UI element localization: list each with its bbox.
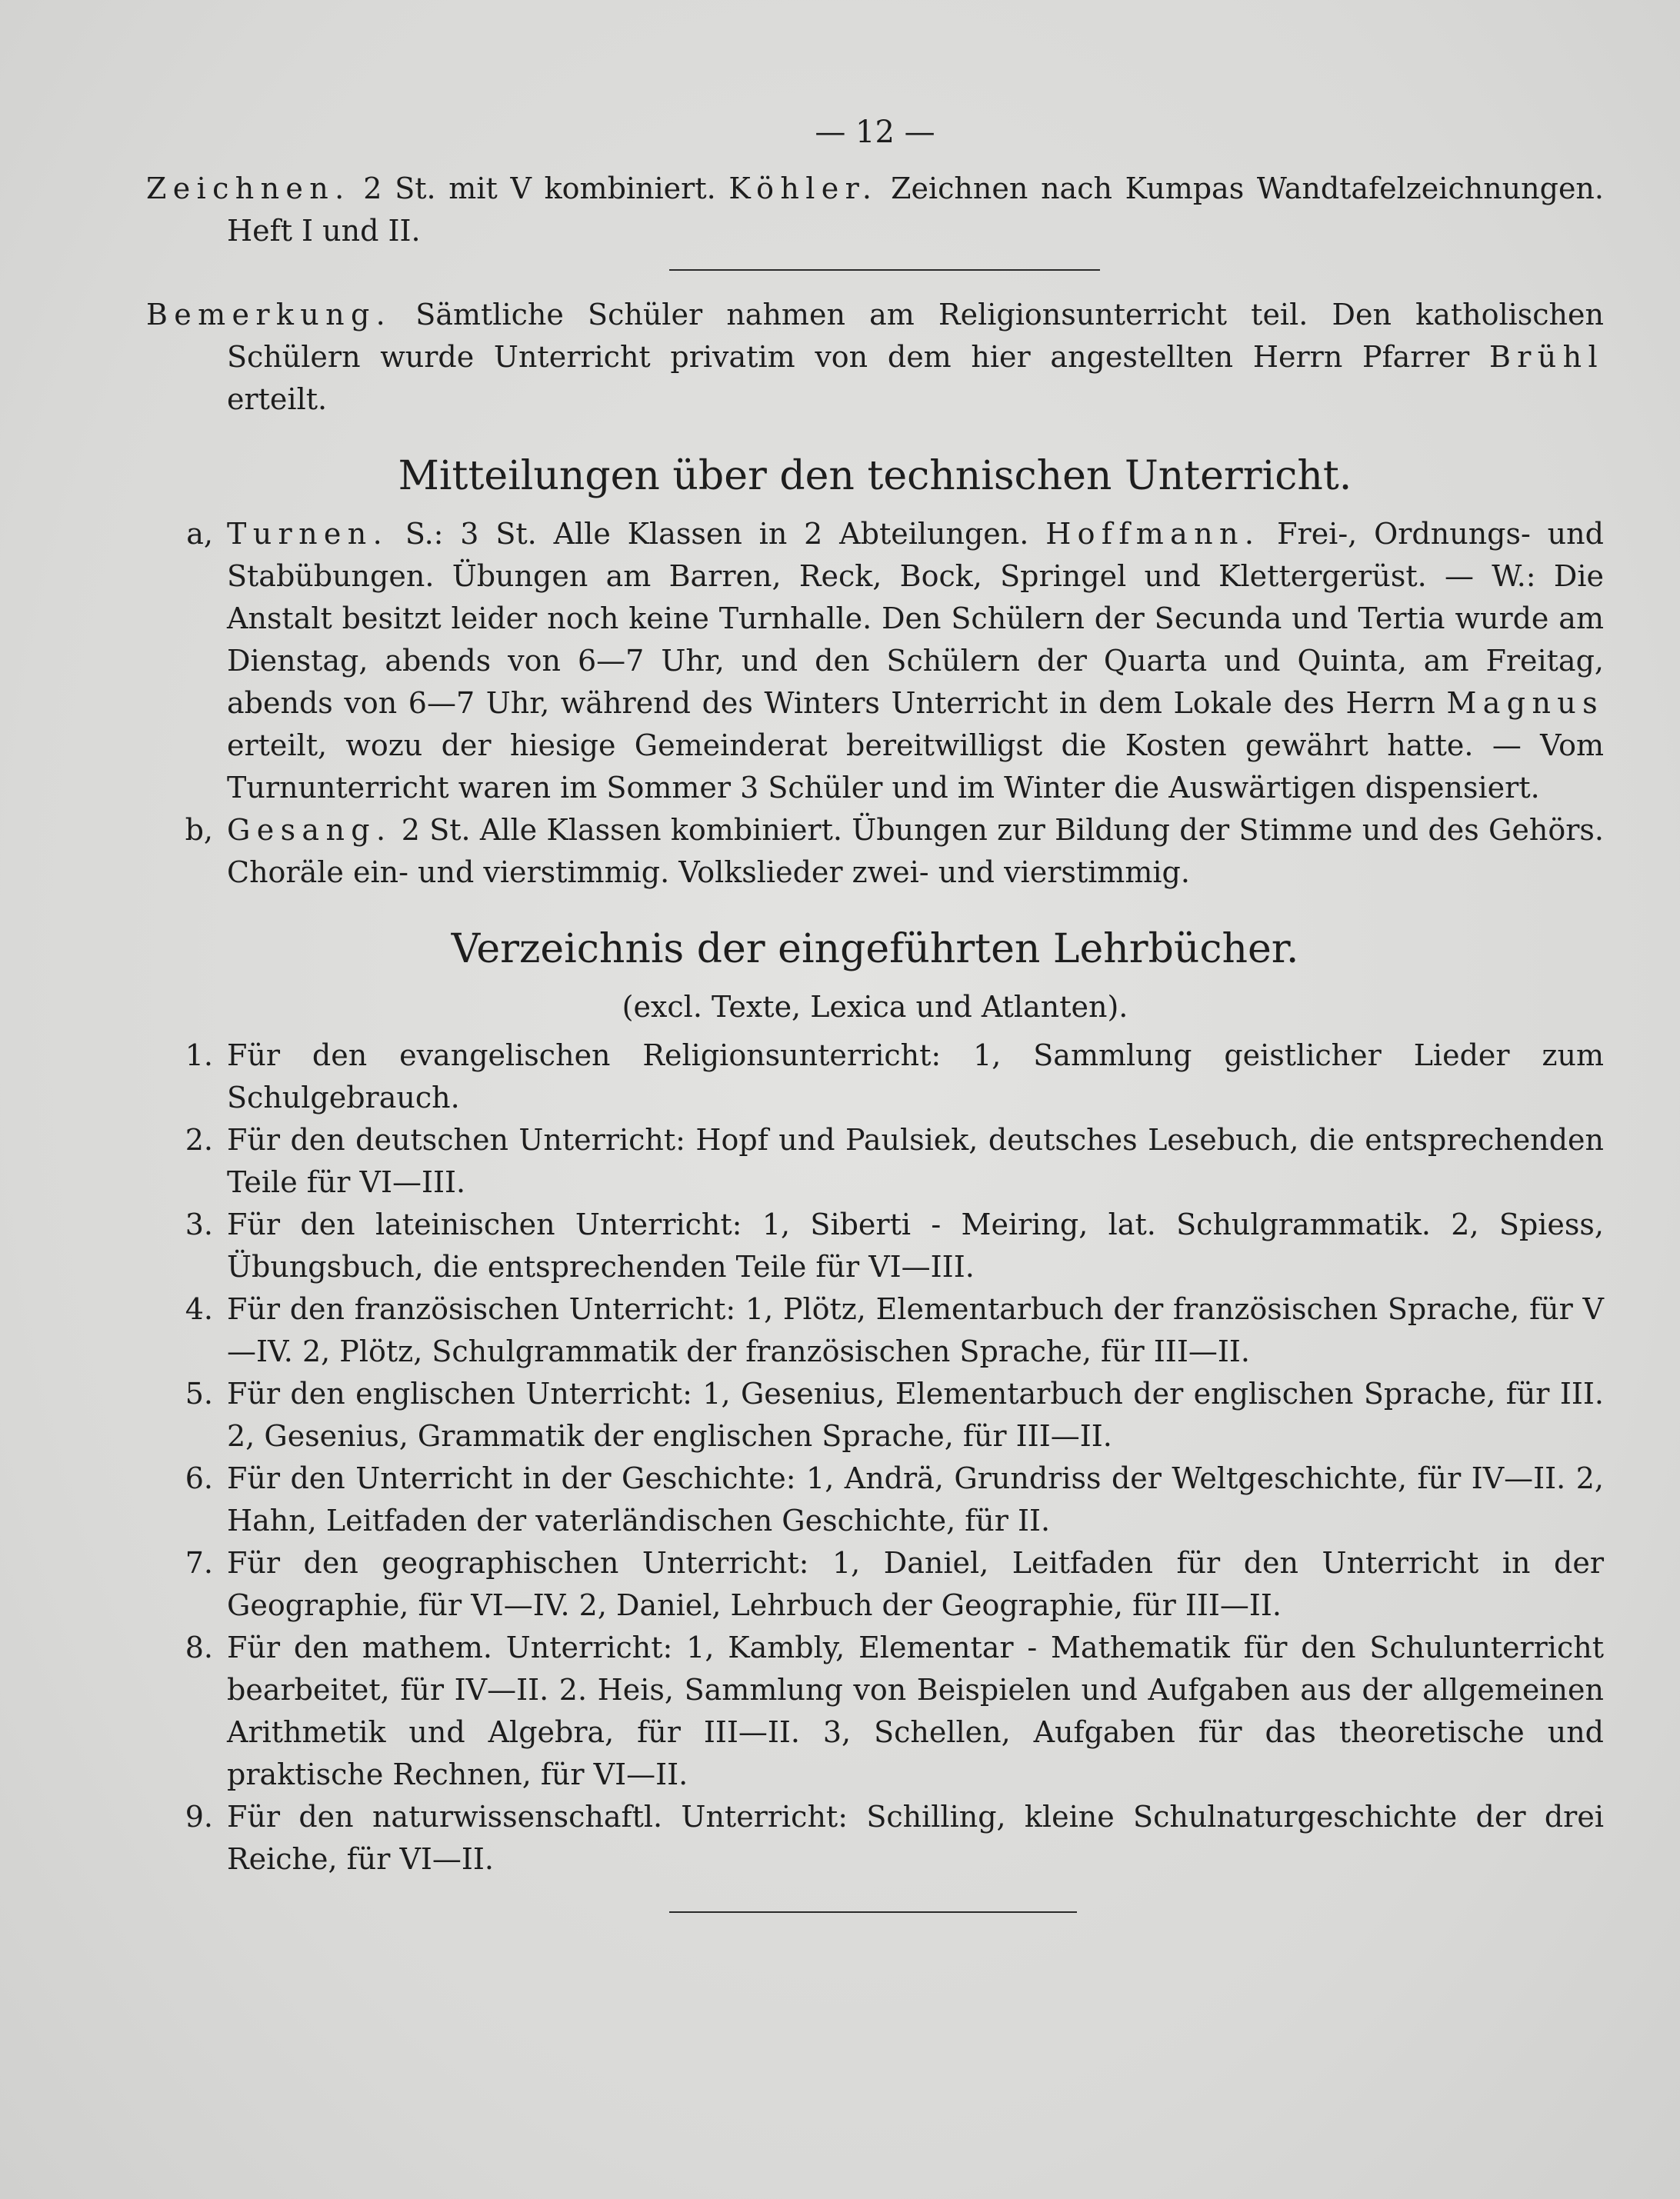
item-text: Für den geographischen Unterricht: 1, Daniel, Leitfaden für den Unterricht in der Geographie, für VI—IV. 2, Daniel, Lehrbuch der Geographie, für III—II. [227,1546,1604,1622]
books-list [146,1035,1604,1881]
item-number: 2. [185,1123,213,1157]
bemerkung-text-b: erteilt. [227,382,328,416]
item-text: Für den deutschen Unterricht: Hopf und Paulsiek, deutsches Lesebuch, die entsprechenden Teile für VI—III. [227,1123,1604,1199]
turnen-teacher: Hoffmann. [1045,517,1261,551]
bemerkung-text-a: Sämtliche Schüler nahmen am Religionsunterricht teil. Den katholischen Schülern wurde Unterricht privatim von dem hier angestellten Herrn Pfarrer [227,298,1604,374]
list-item [146,1119,1604,1204]
turnen-entry [146,513,1604,809]
item-text: Für den lateinischen Unterricht: 1, Siberti - Meiring, lat. Schulgrammatik. 2, Spiess, Übungsbuch, die entsprechenden Teile für VI—III. [227,1208,1604,1284]
item-text: Für den englischen Unterricht: 1, Gesenius, Elementarbuch der englischen Sprache, für III. 2, Gesenius, Grammatik der englischen Sprache, für III—II. [227,1377,1604,1453]
list-item [146,1458,1604,1542]
item-text: Für den naturwissenschaftl. Unterricht: Schilling, kleine Schulnaturgeschichte der drei Reiche, für VI—II. [227,1800,1604,1876]
item-number: 3. [185,1208,213,1241]
list-item [146,1542,1604,1627]
list-item [146,1035,1604,1119]
zeichnen-text-b: Zeichnen nach Kumpas Wandtafelzeichnungen. Heft I und II. [227,172,1604,248]
item-number: 7. [185,1546,213,1580]
page-number: — 12 — [815,115,935,150]
gesang-text: 2 St. Alle Klassen kombiniert. Übungen zur Bildung der Stimme und des Gehörs. Choräle ein- und vierstimmig. Volkslieder zwei- und vierstimmig. [227,813,1604,889]
item-number: 6. [185,1461,213,1495]
books-heading: Verzeichnis der eingeführten Lehrbücher. [451,926,1299,972]
turnen-text-b: Frei-, Ordnungs- und Stabübungen. Übungen am Barren, Reck, Bock, Springel und Klettergerüst. — W.: Die Anstalt besitzt leider noch keine Turnhalle. Den Schülern der Secunda und Tertia wurde am Dienstag, abends von 6—7 Uhr, und den Schülern der Quarta und Quinta, am Freitag, abends von 6—7 Uhr, während des Winters Unterricht in dem Lokale des Herrn [227,517,1604,720]
item-number: 1. [185,1038,213,1072]
list-item [146,1373,1604,1458]
zeichnen-text-a: 2 St. mit V kombiniert. [363,172,716,205]
zeichnen-teacher: Köhler. [728,172,878,205]
list-item [146,1288,1604,1373]
item-number: 4. [185,1292,213,1326]
divider-rule [669,269,1100,271]
item-text: Für den Unterricht in der Geschichte: 1, Andrä, Grundriss der Weltgeschichte, für IV—II. 2, Hahn, Leitfaden der vaterländischen Geschichte, für II. [227,1461,1604,1538]
gesang-entry [146,809,1604,894]
bemerkung-entry [146,294,1604,421]
end-rule [669,1911,1077,1913]
list-item [146,1627,1604,1796]
turnen-text-c: erteilt, wozu der hiesige Gemeinderat bereitwilligst die Kosten gewährt hatte. — Vom Turnunterricht waren im Sommer 3 Schüler und im Winter die Auswärtigen dispensiert. [227,728,1604,805]
zeichnen-entry [146,168,1604,252]
item-text: Für den evangelischen Religionsunterricht: 1, Sammlung geistlicher Lieder zum Schulgebrauch. [227,1038,1604,1114]
technical-heading: Mitteilungen über den technischen Unterricht. [398,453,1352,499]
turnen-text-a: S.: 3 St. Alle Klassen in 2 Abteilungen. [405,517,1029,551]
list-item [146,1204,1604,1288]
item-number: 9. [185,1800,213,1834]
books-subheading: (excl. Texte, Lexica und Atlanten). [622,990,1128,1024]
bemerkung-name: Brühl [1489,340,1604,374]
turnen-marker: a, [186,517,213,551]
item-text: Für den mathem. Unterricht: 1, Kambly, Elementar - Mathematik für den Schulunterricht bearbeitet, für IV—II. 2. Heis, Sammlung von Beispielen und Aufgaben aus der allgemeinen Arithmetik und Algebra, für III—II. 3, Schellen, Aufgaben für das theoretische und praktische Rechnen, für VI—II. [227,1631,1604,1791]
item-number: 5. [185,1377,213,1411]
zeichnen-label: Zeichnen. [146,172,351,205]
gesang-marker: b, [185,813,213,847]
gesang-label: Gesang. [227,813,392,847]
turnen-name: Magnus [1446,686,1604,720]
page-content [146,112,1604,1913]
item-text: Für den französischen Unterricht: 1, Plötz, Elementarbuch der französischen Sprache, für V—IV. 2, Plötz, Schulgrammatik der französischen Sprache, für III—II. [227,1292,1604,1368]
item-number: 8. [185,1631,213,1664]
list-item [146,1796,1604,1881]
turnen-label: Turnen. [227,517,389,551]
bemerkung-label: Bemerkung. [146,298,392,332]
